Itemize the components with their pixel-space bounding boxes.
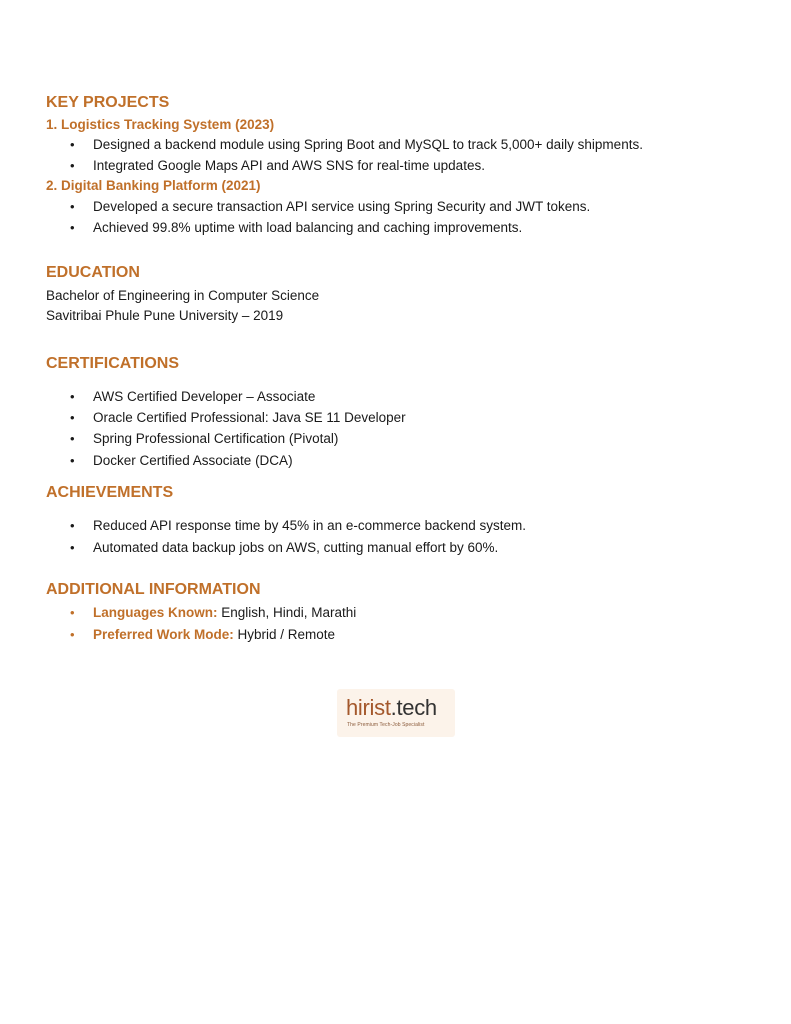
list-item	[70, 517, 526, 535]
list-item-text: Integrated Google Maps API and AWS SNS for real-time updates.	[93, 158, 485, 173]
bullet-icon: •	[70, 627, 75, 642]
bullet-icon: •	[70, 410, 75, 425]
list-item	[70, 157, 485, 175]
certifications-heading: CERTIFICATIONS	[46, 355, 180, 372]
info-value: English, Hindi, Marathi	[217, 605, 357, 620]
achievements-heading: ACHIEVEMENTS	[46, 484, 174, 501]
bullet-icon: •	[70, 453, 75, 468]
list-item-text: Oracle Certified Professional: Java SE 11 Developer	[93, 410, 406, 425]
list-item	[70, 626, 335, 644]
info-label: Preferred Work Mode:	[93, 627, 234, 642]
list-item-text: Automated data backup jobs on AWS, cutting manual effort by 60%.	[93, 540, 499, 555]
bullet-icon: •	[70, 199, 75, 214]
list-item	[70, 198, 590, 216]
list-item-text: Reduced API response time by 45% in an e-commerce backend system.	[93, 518, 526, 533]
list-item-text: AWS Certified Developer – Associate	[93, 389, 316, 404]
logo-word-tech: .tech	[390, 695, 437, 720]
education-heading: EDUCATION	[46, 264, 140, 281]
info-label: Languages Known:	[93, 605, 218, 620]
list-item	[70, 430, 338, 448]
list-item-text: Developed a secure transaction API service using Spring Security and JWT tokens.	[93, 199, 591, 214]
list-item	[70, 219, 522, 237]
bullet-icon: •	[70, 137, 75, 152]
additional-information-heading: ADDITIONAL INFORMATION	[46, 581, 261, 598]
bullet-icon: •	[70, 605, 75, 620]
list-item	[70, 409, 406, 427]
project-title: 1. Logistics Tracking System (2023)	[46, 117, 275, 132]
hirist-tech-logo	[337, 689, 455, 737]
list-item-text: Designed a backend module using Spring Boot and MySQL to track 5,000+ daily shipments.	[93, 137, 643, 152]
list-item	[70, 452, 293, 470]
info-value: Hybrid / Remote	[233, 627, 336, 642]
list-item	[70, 604, 356, 622]
list-item-text: Achieved 99.8% uptime with load balancing and caching improvements.	[93, 220, 523, 235]
list-item-text: Docker Certified Associate (DCA)	[93, 453, 293, 468]
key-projects-heading: KEY PROJECTS	[46, 94, 170, 111]
logo-word-hirist: hirist	[346, 695, 391, 720]
bullet-icon: •	[70, 518, 75, 533]
list-item	[70, 539, 498, 557]
list-item	[70, 388, 315, 406]
project-title: 2. Digital Banking Platform (2021)	[46, 178, 261, 193]
logo-wordmark	[346, 694, 437, 722]
bullet-icon: •	[70, 220, 75, 235]
logo-tagline: The Premium Tech-Job Specialist	[347, 722, 425, 728]
degree-text: Bachelor of Engineering in Computer Science	[46, 288, 320, 303]
list-item	[70, 136, 643, 154]
bullet-icon: •	[70, 389, 75, 404]
university-text: Savitribai Phule Pune University – 2019	[46, 308, 284, 323]
bullet-icon: •	[70, 540, 75, 555]
list-item-text: Spring Professional Certification (Pivotal)	[93, 431, 339, 446]
bullet-icon: •	[70, 431, 75, 446]
bullet-icon: •	[70, 158, 75, 173]
